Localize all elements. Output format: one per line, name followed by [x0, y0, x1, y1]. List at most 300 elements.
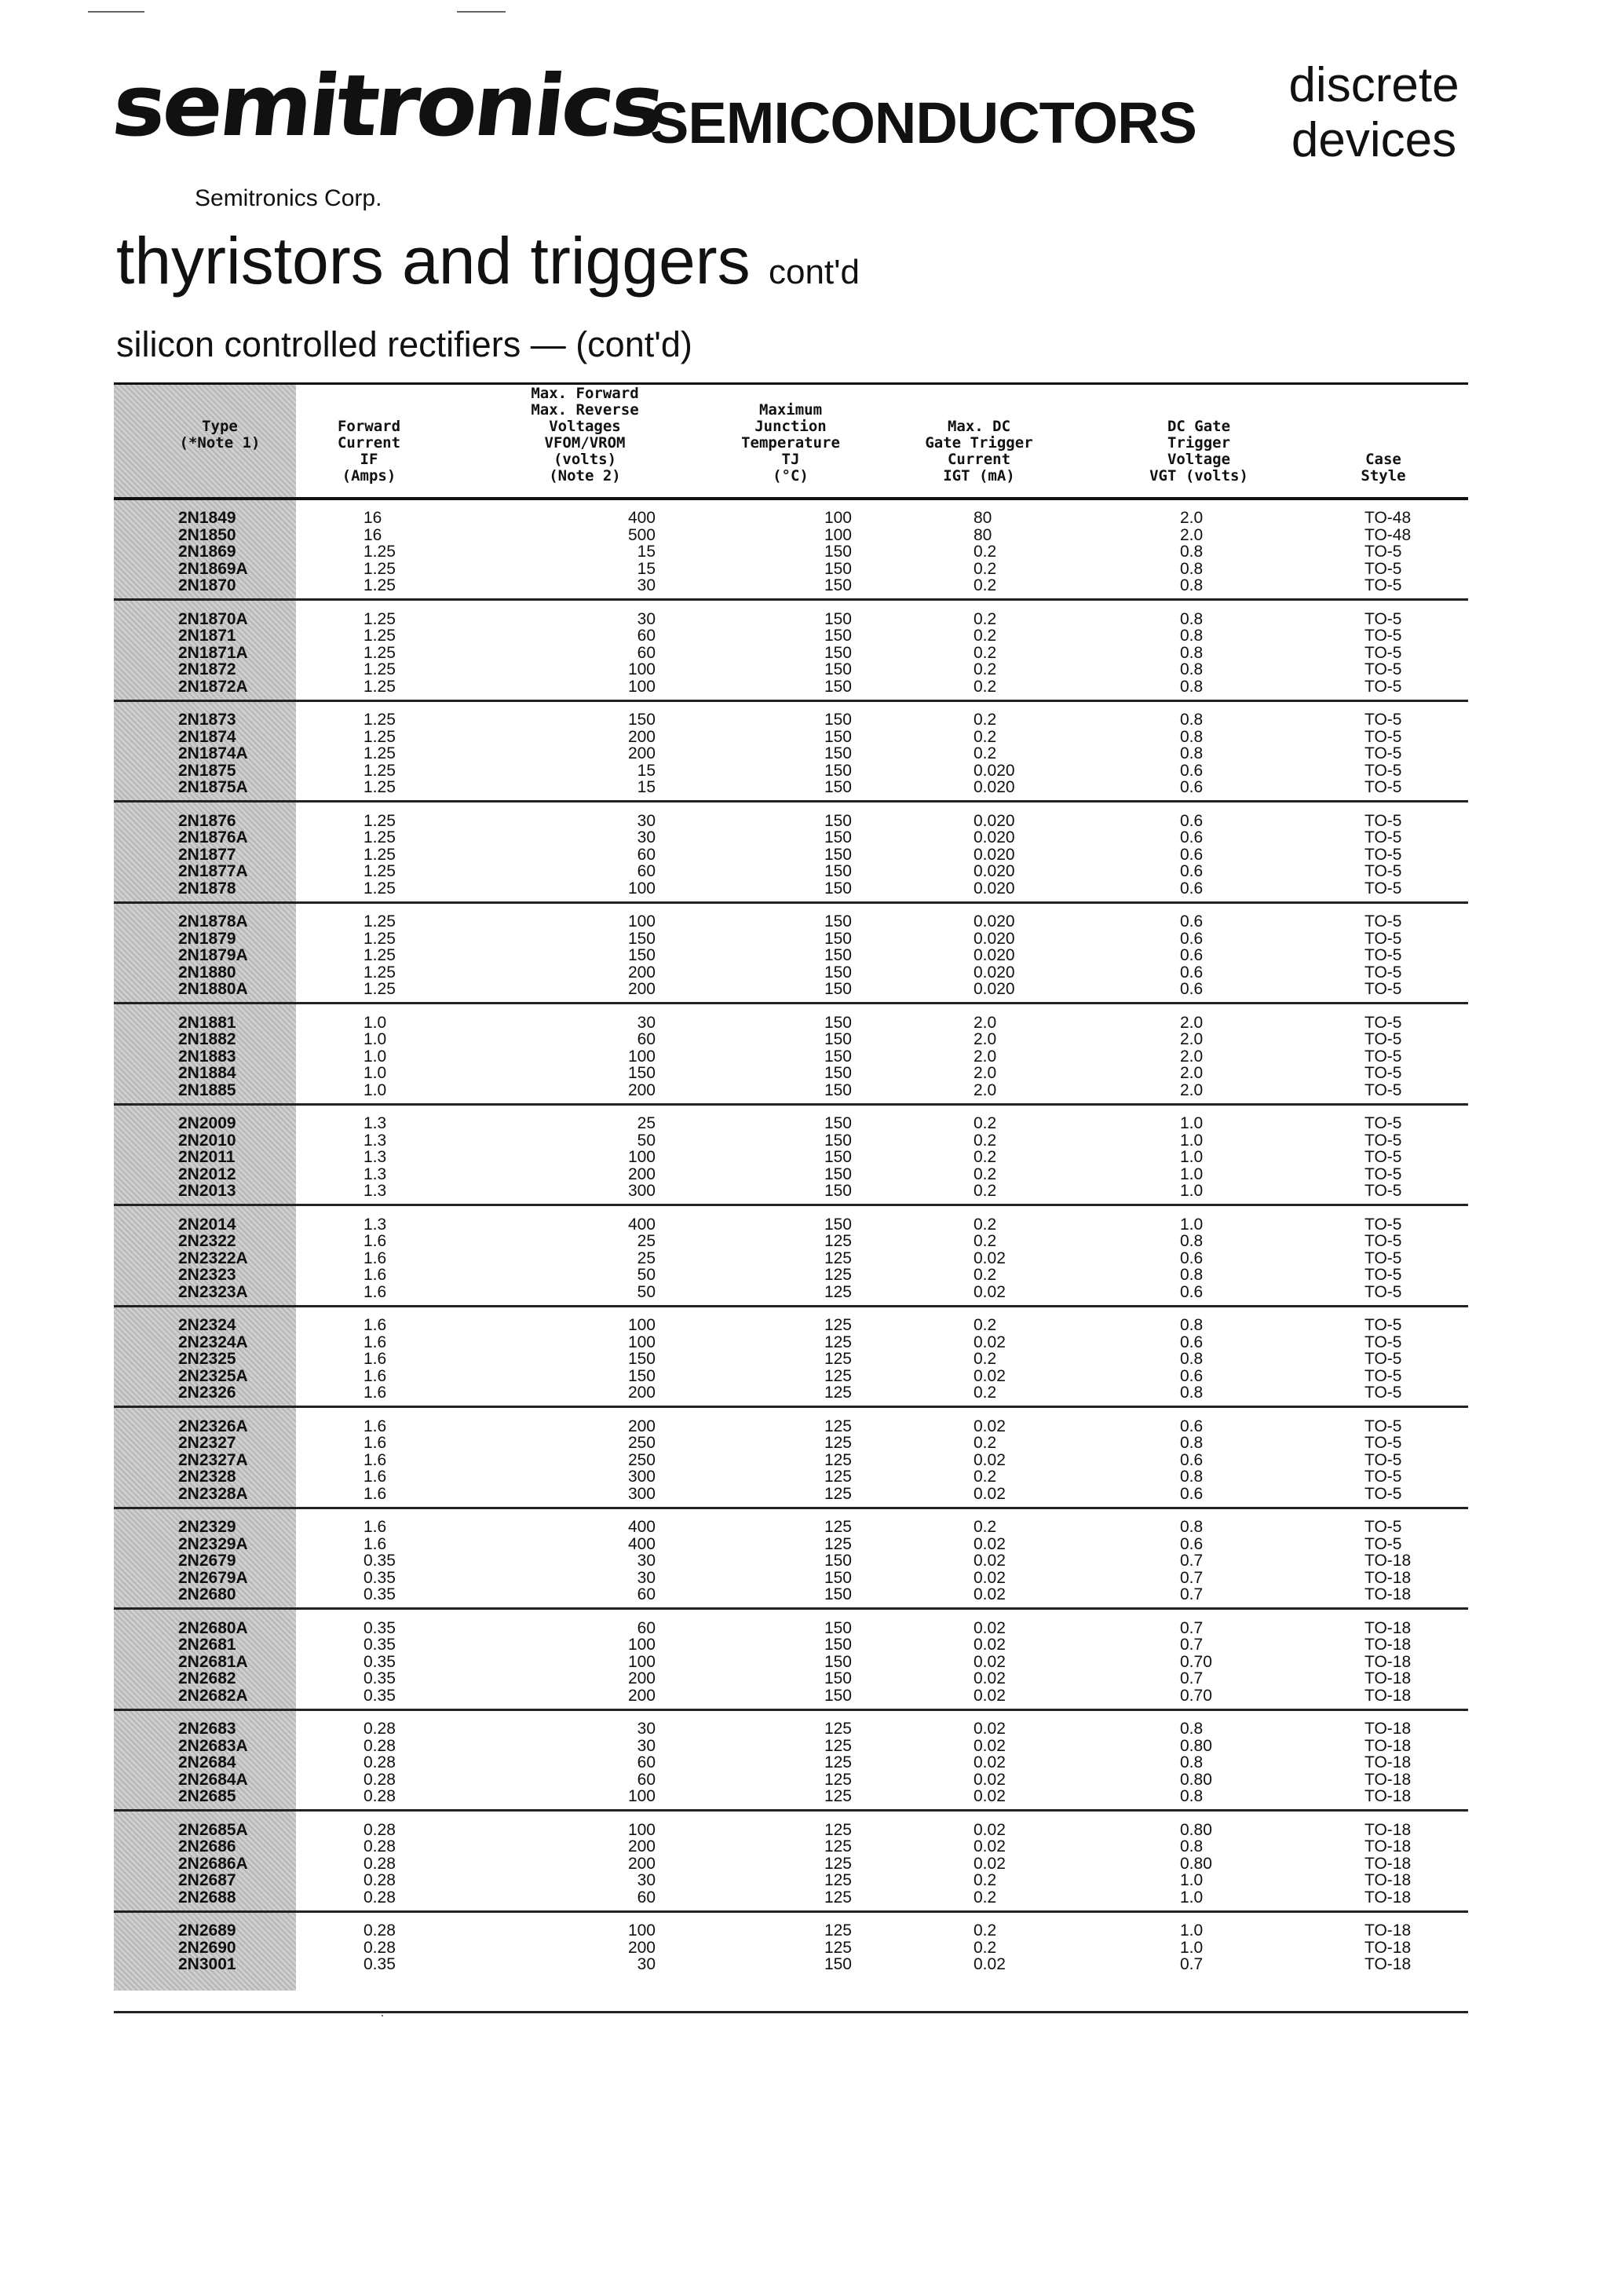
header-junction-temp: Maximum Junction Temperature TJ (°C) — [741, 401, 840, 484]
cell-case: TO-18 — [1364, 1736, 1412, 1755]
cell-igt: 0.2 — [974, 1182, 997, 1200]
table-row — [114, 1687, 1468, 1704]
cell-v: 150 — [627, 1366, 656, 1385]
cell-v: 60 — [637, 643, 656, 662]
cell-v: 200 — [627, 963, 656, 982]
cell-vgt: 0.6 — [1180, 761, 1204, 780]
cell-vgt: 0.8 — [1180, 1316, 1204, 1334]
cell-if: 1.25 — [363, 609, 396, 628]
cell-if: 1.0 — [363, 1064, 387, 1082]
cell-case: TO-18 — [1364, 1888, 1412, 1907]
cell-vgt: 1.0 — [1180, 1114, 1204, 1132]
cell-v: 100 — [627, 879, 656, 898]
cell-if: 1.3 — [363, 1164, 387, 1183]
cell-igt: 0.02 — [974, 1854, 1006, 1873]
cell-case: TO-18 — [1364, 1669, 1412, 1687]
cell-case: TO-18 — [1364, 1568, 1412, 1587]
cell-v: 100 — [627, 1316, 656, 1334]
cell-t: 125 — [824, 1770, 852, 1789]
scan-dot: · — [380, 2007, 385, 2023]
cell-if: 1.25 — [363, 660, 396, 678]
cell-v: 200 — [627, 1686, 656, 1705]
cell-if: 1.6 — [363, 1450, 387, 1469]
cell-igt: 0.2 — [974, 1164, 997, 1183]
table-row — [114, 1654, 1468, 1670]
table-row — [114, 1183, 1468, 1199]
cell-type: 2N2680A — [178, 1618, 248, 1637]
cell-igt: 0.02 — [974, 1652, 1006, 1671]
cell-igt: 0.2 — [974, 1131, 997, 1150]
cell-v: 150 — [627, 929, 656, 948]
cell-t: 150 — [824, 879, 852, 898]
cell-v: 100 — [627, 677, 656, 696]
cell-t: 150 — [824, 761, 852, 780]
cell-vgt: 2.0 — [1180, 1064, 1204, 1082]
cell-case: TO-5 — [1364, 1434, 1402, 1452]
cell-if: 1.6 — [363, 1350, 387, 1368]
cell-type: 2N2329A — [178, 1534, 248, 1553]
cell-igt: 0.2 — [974, 660, 997, 678]
cell-type: 2N2686 — [178, 1837, 236, 1855]
cell-case: TO-5 — [1364, 778, 1402, 796]
cell-igt: 0.020 — [974, 980, 1015, 998]
cell-case: TO-5 — [1364, 845, 1402, 864]
cell-t: 150 — [824, 1114, 852, 1132]
cell-type: 2N2324 — [178, 1316, 236, 1334]
cell-v: 100 — [627, 1148, 656, 1166]
header-type: Type (*Note 1) — [179, 418, 261, 452]
cell-t: 150 — [824, 1164, 852, 1183]
cell-vgt: 0.6 — [1180, 828, 1204, 846]
devices-line: devices — [1291, 113, 1457, 167]
table-row — [114, 846, 1468, 863]
cell-case: TO-18 — [1364, 1552, 1412, 1570]
cell-v: 25 — [637, 1114, 656, 1132]
cell-v: 60 — [637, 1888, 656, 1907]
cell-case: TO-5 — [1364, 828, 1402, 846]
cell-t: 150 — [824, 946, 852, 964]
cell-vgt: 0.6 — [1180, 862, 1204, 880]
cell-if: 0.35 — [363, 1618, 396, 1637]
cell-type: 2N2010 — [178, 1131, 236, 1150]
cell-type: 2N1882 — [178, 1030, 236, 1048]
cell-igt: 0.2 — [974, 543, 997, 561]
cell-vgt: 0.8 — [1180, 727, 1204, 746]
cell-vgt: 1.0 — [1180, 1215, 1204, 1234]
cell-t: 125 — [824, 1787, 852, 1805]
table-row — [114, 1284, 1468, 1300]
cell-if: 0.35 — [363, 1585, 396, 1603]
cell-case: TO-5 — [1364, 643, 1402, 662]
scan-mark — [457, 11, 506, 13]
cell-type: 2N2680 — [178, 1585, 236, 1603]
cell-igt: 0.020 — [974, 879, 1015, 898]
cell-vgt: 1.0 — [1180, 1871, 1204, 1889]
cell-if: 1.3 — [363, 1131, 387, 1150]
cell-t: 150 — [824, 1552, 852, 1570]
cell-v: 500 — [627, 525, 656, 544]
cell-case: TO-5 — [1364, 1417, 1402, 1435]
table-row — [114, 981, 1468, 997]
cell-igt: 0.02 — [974, 1417, 1006, 1435]
cell-igt: 0.2 — [974, 1938, 997, 1957]
cell-t: 125 — [824, 1484, 852, 1503]
cell-case: TO-5 — [1364, 1350, 1402, 1368]
table-row — [114, 1132, 1468, 1149]
cell-if: 1.6 — [363, 1534, 387, 1553]
cell-igt: 0.02 — [974, 1955, 1006, 1973]
cell-case: TO-5 — [1364, 1164, 1402, 1183]
cell-if: 1.3 — [363, 1148, 387, 1166]
cell-t: 125 — [824, 1837, 852, 1855]
cell-type: 2N2685A — [178, 1820, 248, 1839]
cell-v: 150 — [627, 711, 656, 729]
group-separator — [114, 2011, 1468, 2013]
cell-if: 16 — [363, 525, 382, 544]
cell-if: 1.6 — [363, 1366, 387, 1385]
cell-v: 250 — [627, 1450, 656, 1469]
cell-igt: 0.02 — [974, 1686, 1006, 1705]
row-group — [114, 904, 1468, 1004]
cell-type: 2N2688 — [178, 1888, 236, 1907]
row-group — [114, 803, 1468, 904]
cell-v: 100 — [627, 912, 656, 930]
cell-case: TO-5 — [1364, 1266, 1402, 1284]
table-row — [114, 510, 1468, 526]
cell-if: 0.35 — [363, 1955, 396, 1973]
table-row — [114, 1922, 1468, 1939]
cell-case: TO-5 — [1364, 627, 1402, 645]
cell-case: TO-18 — [1364, 1787, 1412, 1805]
cell-t: 150 — [824, 1686, 852, 1705]
cell-case: TO-5 — [1364, 660, 1402, 678]
table-row — [114, 762, 1468, 779]
cell-if: 0.28 — [363, 1837, 396, 1855]
cell-t: 125 — [824, 1888, 852, 1907]
cell-t: 125 — [824, 1753, 852, 1771]
cell-t: 125 — [824, 1366, 852, 1385]
header-gate-trigger-voltage: DC Gate Trigger Voltage VGT (volts) — [1149, 418, 1248, 484]
cell-case: TO-5 — [1364, 1131, 1402, 1150]
table-row — [114, 1065, 1468, 1081]
table-row — [114, 1351, 1468, 1367]
cell-case: TO-5 — [1364, 1232, 1402, 1250]
row-group — [114, 1106, 1468, 1206]
cell-case: TO-48 — [1364, 509, 1412, 527]
table-row — [114, 577, 1468, 594]
cell-case: TO-5 — [1364, 1013, 1402, 1032]
cell-t: 150 — [824, 1182, 852, 1200]
table-row — [114, 561, 1468, 577]
cell-case: TO-5 — [1364, 1366, 1402, 1385]
cell-t: 100 — [824, 525, 852, 544]
cell-igt: 0.020 — [974, 862, 1015, 880]
page-subtitle: silicon controlled rectifiers — (cont'd) — [116, 324, 692, 364]
table-row — [114, 1570, 1468, 1586]
cell-vgt: 1.0 — [1180, 1164, 1204, 1183]
cell-if: 0.28 — [363, 1888, 396, 1907]
cell-vgt: 0.8 — [1180, 677, 1204, 696]
cell-t: 150 — [824, 1636, 852, 1654]
cell-v: 150 — [627, 946, 656, 964]
cell-t: 125 — [824, 1316, 852, 1334]
cell-t: 150 — [824, 811, 852, 830]
cell-if: 1.6 — [363, 1249, 387, 1267]
cell-v: 30 — [637, 1552, 656, 1570]
table-row — [114, 611, 1468, 627]
table-row — [114, 913, 1468, 930]
cell-type: 2N2327A — [178, 1450, 248, 1469]
cell-if: 0.28 — [363, 1921, 396, 1940]
cell-igt: 0.02 — [974, 1249, 1006, 1267]
cell-igt: 0.02 — [974, 1787, 1006, 1805]
cell-case: TO-5 — [1364, 1148, 1402, 1166]
cell-v: 15 — [637, 778, 656, 796]
cell-v: 60 — [637, 1753, 656, 1771]
cell-igt: 0.2 — [974, 1232, 997, 1250]
cell-case: TO-5 — [1364, 1249, 1402, 1267]
cell-vgt: 0.7 — [1180, 1568, 1204, 1587]
cell-vgt: 0.6 — [1180, 1484, 1204, 1503]
cell-if: 0.28 — [363, 1787, 396, 1805]
cell-type: 2N1876 — [178, 811, 236, 830]
cell-type: 2N2328 — [178, 1468, 236, 1486]
cell-igt: 0.2 — [974, 1350, 997, 1368]
cell-if: 1.25 — [363, 946, 396, 964]
cell-igt: 0.2 — [974, 576, 997, 594]
cell-igt: 0.020 — [974, 845, 1015, 864]
cell-case: TO-5 — [1364, 1282, 1402, 1301]
cell-case: TO-5 — [1364, 576, 1402, 594]
cell-if: 1.25 — [363, 576, 396, 594]
header-case-style: Case Style — [1361, 451, 1406, 484]
cell-v: 30 — [637, 1013, 656, 1032]
cell-case: TO-5 — [1364, 1450, 1402, 1469]
cell-case: TO-5 — [1364, 744, 1402, 762]
cell-case: TO-5 — [1364, 677, 1402, 696]
cell-type: 2N2009 — [178, 1114, 236, 1132]
cell-v: 60 — [637, 627, 656, 645]
cell-igt: 0.02 — [974, 1333, 1006, 1351]
discrete-line: discrete — [1288, 58, 1459, 112]
table-row — [114, 1418, 1468, 1435]
cell-if: 1.6 — [363, 1468, 387, 1486]
cell-case: TO-5 — [1364, 1484, 1402, 1503]
cell-vgt: 0.70 — [1180, 1652, 1212, 1671]
cell-case: TO-5 — [1364, 609, 1402, 628]
cell-if: 0.35 — [363, 1636, 396, 1654]
table-row — [114, 1771, 1468, 1788]
cell-type: 2N1875A — [178, 778, 248, 796]
cell-igt: 0.020 — [974, 929, 1015, 948]
table-row — [114, 1889, 1468, 1906]
table-row — [114, 1536, 1468, 1552]
cell-vgt: 0.8 — [1180, 609, 1204, 628]
cell-type: 2N2685 — [178, 1787, 236, 1805]
cell-t: 150 — [824, 778, 852, 796]
cell-t: 150 — [824, 980, 852, 998]
cell-vgt: 0.6 — [1180, 946, 1204, 964]
cell-t: 125 — [824, 1854, 852, 1873]
cell-if: 1.0 — [363, 1013, 387, 1032]
cell-vgt: 0.8 — [1180, 744, 1204, 762]
table-row — [114, 1015, 1468, 1031]
cell-v: 30 — [637, 576, 656, 594]
cell-vgt: 0.6 — [1180, 1282, 1204, 1301]
cell-t: 150 — [824, 1080, 852, 1099]
cell-t: 125 — [824, 1417, 852, 1435]
cell-t: 125 — [824, 1350, 852, 1368]
cell-case: TO-48 — [1364, 525, 1412, 544]
cell-v: 200 — [627, 727, 656, 746]
cell-case: TO-5 — [1364, 929, 1402, 948]
cell-type: 2N2679A — [178, 1568, 248, 1587]
cell-igt: 0.02 — [974, 1282, 1006, 1301]
cell-if: 0.28 — [363, 1736, 396, 1755]
cell-t: 125 — [824, 1938, 852, 1957]
cell-igt: 0.02 — [974, 1585, 1006, 1603]
cell-igt: 0.2 — [974, 744, 997, 762]
header-forward-current: Forward Current IF (Amps) — [337, 418, 401, 484]
table-row — [114, 1452, 1468, 1468]
cell-type: 2N1850 — [178, 525, 236, 544]
cell-t: 125 — [824, 1282, 852, 1301]
cell-igt: 0.02 — [974, 1636, 1006, 1654]
cell-case: TO-5 — [1364, 1047, 1402, 1066]
cell-if: 1.25 — [363, 811, 396, 830]
table-row — [114, 1838, 1468, 1855]
cell-igt: 0.2 — [974, 1316, 997, 1334]
cell-type: 2N2681 — [178, 1636, 236, 1654]
table-row — [114, 930, 1468, 947]
cell-if: 1.25 — [363, 912, 396, 930]
cell-if: 1.25 — [363, 543, 396, 561]
cell-type: 2N2014 — [178, 1215, 236, 1234]
cell-case: TO-5 — [1364, 862, 1402, 880]
cell-t: 150 — [824, 963, 852, 982]
table-row — [114, 1031, 1468, 1047]
cell-v: 50 — [637, 1131, 656, 1150]
table-row — [114, 745, 1468, 762]
cell-if: 0.28 — [363, 1938, 396, 1957]
cell-vgt: 0.8 — [1180, 1434, 1204, 1452]
cell-igt: 0.2 — [974, 627, 997, 645]
cell-if: 1.25 — [363, 744, 396, 762]
cell-igt: 0.2 — [974, 1266, 997, 1284]
cell-t: 150 — [824, 660, 852, 678]
cell-type: 2N2682 — [178, 1669, 236, 1687]
table-row — [114, 1468, 1468, 1485]
cell-vgt: 0.8 — [1180, 1753, 1204, 1771]
cell-t: 125 — [824, 1266, 852, 1284]
table-row — [114, 1486, 1468, 1502]
cell-t: 150 — [824, 1585, 852, 1603]
cell-type: 2N1872 — [178, 660, 236, 678]
cell-vgt: 0.6 — [1180, 845, 1204, 864]
cell-vgt: 0.80 — [1180, 1820, 1212, 1839]
cell-vgt: 2.0 — [1180, 1080, 1204, 1099]
cell-vgt: 1.0 — [1180, 1888, 1204, 1907]
cell-t: 150 — [824, 828, 852, 846]
cell-v: 200 — [627, 1938, 656, 1957]
cell-vgt: 0.6 — [1180, 811, 1204, 830]
cell-type: 2N2012 — [178, 1164, 236, 1183]
cell-t: 150 — [824, 677, 852, 696]
cell-v: 30 — [637, 1871, 656, 1889]
cell-vgt: 0.6 — [1180, 1366, 1204, 1385]
cell-if: 1.6 — [363, 1484, 387, 1503]
cell-v: 100 — [627, 1820, 656, 1839]
cell-igt: 0.02 — [974, 1484, 1006, 1503]
cell-t: 125 — [824, 1450, 852, 1469]
cell-type: 2N1879 — [178, 929, 236, 948]
cell-v: 200 — [627, 1854, 656, 1873]
table-row — [114, 1822, 1468, 1838]
title-contd: cont'd — [768, 253, 860, 291]
cell-igt: 0.02 — [974, 1720, 1006, 1738]
cell-v: 15 — [637, 543, 656, 561]
cell-vgt: 0.8 — [1180, 576, 1204, 594]
cell-v: 400 — [627, 1215, 656, 1234]
cell-v: 30 — [637, 609, 656, 628]
table-row — [114, 1384, 1468, 1401]
table-top-rule — [114, 382, 1468, 385]
table-row — [114, 1738, 1468, 1754]
table-row — [114, 1216, 1468, 1233]
cell-v: 300 — [627, 1182, 656, 1200]
cell-vgt: 0.7 — [1180, 1552, 1204, 1570]
cell-vgt: 1.0 — [1180, 1938, 1204, 1957]
cell-vgt: 0.8 — [1180, 1720, 1204, 1738]
cell-t: 125 — [824, 1820, 852, 1839]
cell-igt: 0.02 — [974, 1753, 1006, 1771]
cell-vgt: 0.8 — [1180, 1232, 1204, 1250]
cell-t: 125 — [824, 1384, 852, 1402]
cell-v: 15 — [637, 761, 656, 780]
cell-if: 1.6 — [363, 1417, 387, 1435]
row-group — [114, 601, 1468, 702]
cell-type: 2N2689 — [178, 1921, 236, 1940]
cell-t: 125 — [824, 1720, 852, 1738]
cell-type: 2N1869A — [178, 559, 248, 578]
cell-case: TO-5 — [1364, 1534, 1402, 1553]
cell-t: 125 — [824, 1871, 852, 1889]
cell-type: 2N2690 — [178, 1938, 236, 1957]
cell-if: 0.28 — [363, 1720, 396, 1738]
cell-type: 2N2326 — [178, 1384, 236, 1402]
cell-igt: 0.02 — [974, 1770, 1006, 1789]
table-row — [114, 1956, 1468, 1972]
cell-v: 250 — [627, 1434, 656, 1452]
table-row — [114, 1670, 1468, 1687]
cell-case: TO-5 — [1364, 1316, 1402, 1334]
table-row — [114, 1317, 1468, 1333]
table-row — [114, 1754, 1468, 1771]
cell-t: 150 — [824, 1652, 852, 1671]
cell-vgt: 0.7 — [1180, 1669, 1204, 1687]
cell-if: 1.25 — [363, 929, 396, 948]
cell-vgt: 0.8 — [1180, 1350, 1204, 1368]
cell-if: 0.28 — [363, 1820, 396, 1839]
table-header — [114, 385, 1468, 484]
cell-type: 2N1877A — [178, 862, 248, 880]
table-row — [114, 863, 1468, 879]
cell-vgt: 0.80 — [1180, 1770, 1212, 1789]
cell-t: 150 — [824, 643, 852, 662]
table-row — [114, 1082, 1468, 1099]
row-group — [114, 702, 1468, 803]
cell-case: TO-5 — [1364, 711, 1402, 729]
